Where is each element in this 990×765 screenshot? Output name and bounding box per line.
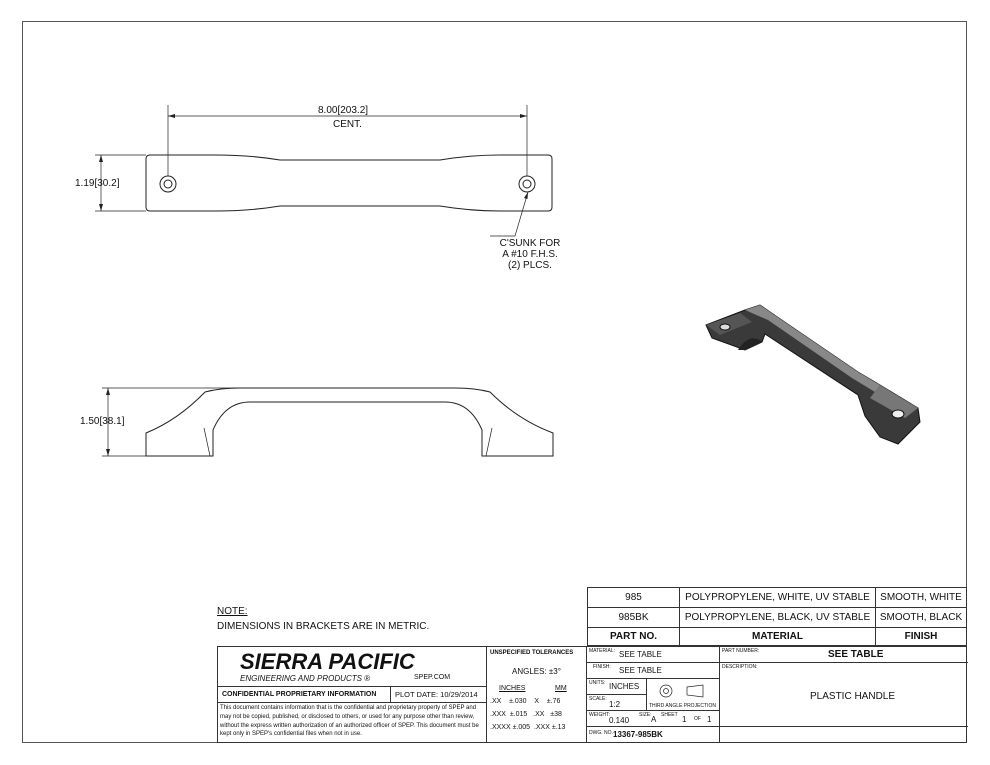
width-dimension: 1.19[30.2]	[75, 178, 120, 189]
parts-row-2-finish: SMOOTH, BLACK	[876, 608, 966, 628]
tol-row-3: .XXXX ±.005 .XXX ±.13	[490, 724, 566, 731]
length-mm-text: 203.2	[340, 105, 366, 116]
hole-right-inner	[523, 180, 531, 188]
company-name: SIERRA PACIFIC	[240, 649, 415, 674]
hole-left-inner	[164, 180, 172, 188]
projection-box	[647, 679, 720, 711]
projection-label: THIRD ANGLE PROJECTION	[649, 703, 716, 709]
sheet-label: SHEET	[661, 712, 678, 718]
material-value: SEE TABLE	[619, 650, 662, 659]
hole-left-outer	[160, 176, 176, 192]
width-mm-text: 30.2	[97, 178, 117, 189]
of-label: OF	[694, 716, 701, 722]
hole-right-outer	[519, 176, 535, 192]
title-block	[217, 646, 967, 743]
part-number-box	[720, 647, 968, 663]
company-sub	[240, 674, 370, 683]
tol-row-1: .XX ±.030 X ±.76	[490, 698, 561, 705]
website: SPEP.COM	[414, 674, 451, 681]
scale-box	[587, 695, 647, 711]
dwg-box	[587, 727, 720, 743]
material-box	[587, 647, 720, 663]
units-box	[587, 679, 647, 695]
of-value: 1	[707, 715, 712, 724]
width-in-text: 1.19	[75, 178, 95, 189]
tol-row-2: .XXX ±.015 .XX ±38	[490, 711, 562, 718]
weight-label: WEIGHT:	[589, 712, 610, 718]
projection-symbol-icon	[659, 684, 709, 700]
company-box	[218, 647, 487, 687]
finish-label: FINISH:	[593, 664, 611, 670]
disclaimer: This document contains information that is the confidential and proprietary property of SPEP and may not be copied, published, or disclosed to others, or used for any purpose other than review, without the express written authorization of an authorized officer of SPEP. This document must be kept only in SPEP's confidential files when not in use.	[218, 703, 487, 743]
description-box	[720, 663, 968, 727]
part-number-label: PART NUMBER:	[722, 648, 760, 654]
mm-label: MM	[555, 685, 567, 692]
length-dimension: 8.00[203.2]	[318, 105, 369, 116]
dwg-label: DWG. NO.	[589, 730, 613, 736]
inches-label: INCHES	[499, 685, 526, 692]
weight-size-sheet-box	[587, 711, 720, 727]
plot-date: PLOT DATE: 10/29/2014	[391, 687, 487, 703]
parts-row-1-part: 985	[588, 588, 680, 608]
csunk-line-3: (2) PLCS.	[508, 260, 552, 271]
units-label: UNITS:	[589, 680, 606, 686]
dwg-value: 13367-985BK	[613, 730, 663, 739]
company-sub-text: ENGINEERING AND PRODUCTS	[240, 674, 362, 683]
units-value: INCHES	[609, 682, 640, 691]
tolerances-title: UNSPECIFIED TOLERANCES	[490, 650, 574, 656]
weight-value: 0.140	[609, 716, 630, 725]
note-heading: NOTE:	[217, 606, 248, 617]
finish-value: SEE TABLE	[619, 666, 662, 675]
description-value: PLASTIC HANDLE	[810, 691, 896, 702]
angles: ANGLES: ±3°	[512, 667, 561, 676]
confidential-label: CONFIDENTIAL PROPRIETARY INFORMATION	[218, 687, 391, 703]
sheet-value: 1	[682, 715, 687, 724]
csunk-line-2: A #10 F.H.S.	[502, 249, 558, 260]
length-in-text: 8.00	[318, 105, 338, 116]
parts-table	[587, 587, 967, 646]
material-label: MATERIAL:	[589, 648, 616, 654]
scale-label: SCALE:	[589, 696, 607, 702]
finish-box	[587, 663, 720, 679]
csunk-line-1: C'SUNK FOR	[499, 238, 561, 249]
height-in-text: 1.50	[80, 416, 100, 427]
scale-value: 1:2	[609, 700, 621, 709]
height-mm-text: 38.1	[102, 416, 122, 427]
cent-text: CENT.	[333, 119, 362, 130]
top-view-outline	[146, 155, 552, 211]
description-label: DESCRIPTION:	[722, 664, 758, 670]
size-value: A	[651, 715, 657, 724]
parts-row-2-material: POLYPROPYLENE, BLACK, UV STABLE	[680, 608, 876, 628]
parts-row-1-finish: SMOOTH, WHITE	[876, 588, 966, 608]
parts-row-2-part: 985BK	[588, 608, 680, 628]
note-text: DIMENSIONS IN BRACKETS ARE IN METRIC.	[217, 621, 430, 632]
size-label: SIZE:	[639, 712, 652, 718]
parts-header-finish: FINISH	[904, 631, 938, 642]
tolerances-box	[487, 647, 587, 743]
isometric-render	[706, 305, 920, 444]
csunk-callout	[497, 238, 563, 271]
parts-header-material: MATERIAL	[680, 628, 876, 646]
registered-mark: ®	[364, 674, 371, 683]
height-dimension: 1.50[38.1]	[80, 416, 125, 427]
side-view-outline	[146, 388, 553, 456]
parts-row-1-material: POLYPROPYLENE, WHITE, UV STABLE	[680, 588, 876, 608]
part-number-value: SEE TABLE	[828, 649, 884, 660]
parts-header-part: PART NO.	[588, 628, 680, 646]
